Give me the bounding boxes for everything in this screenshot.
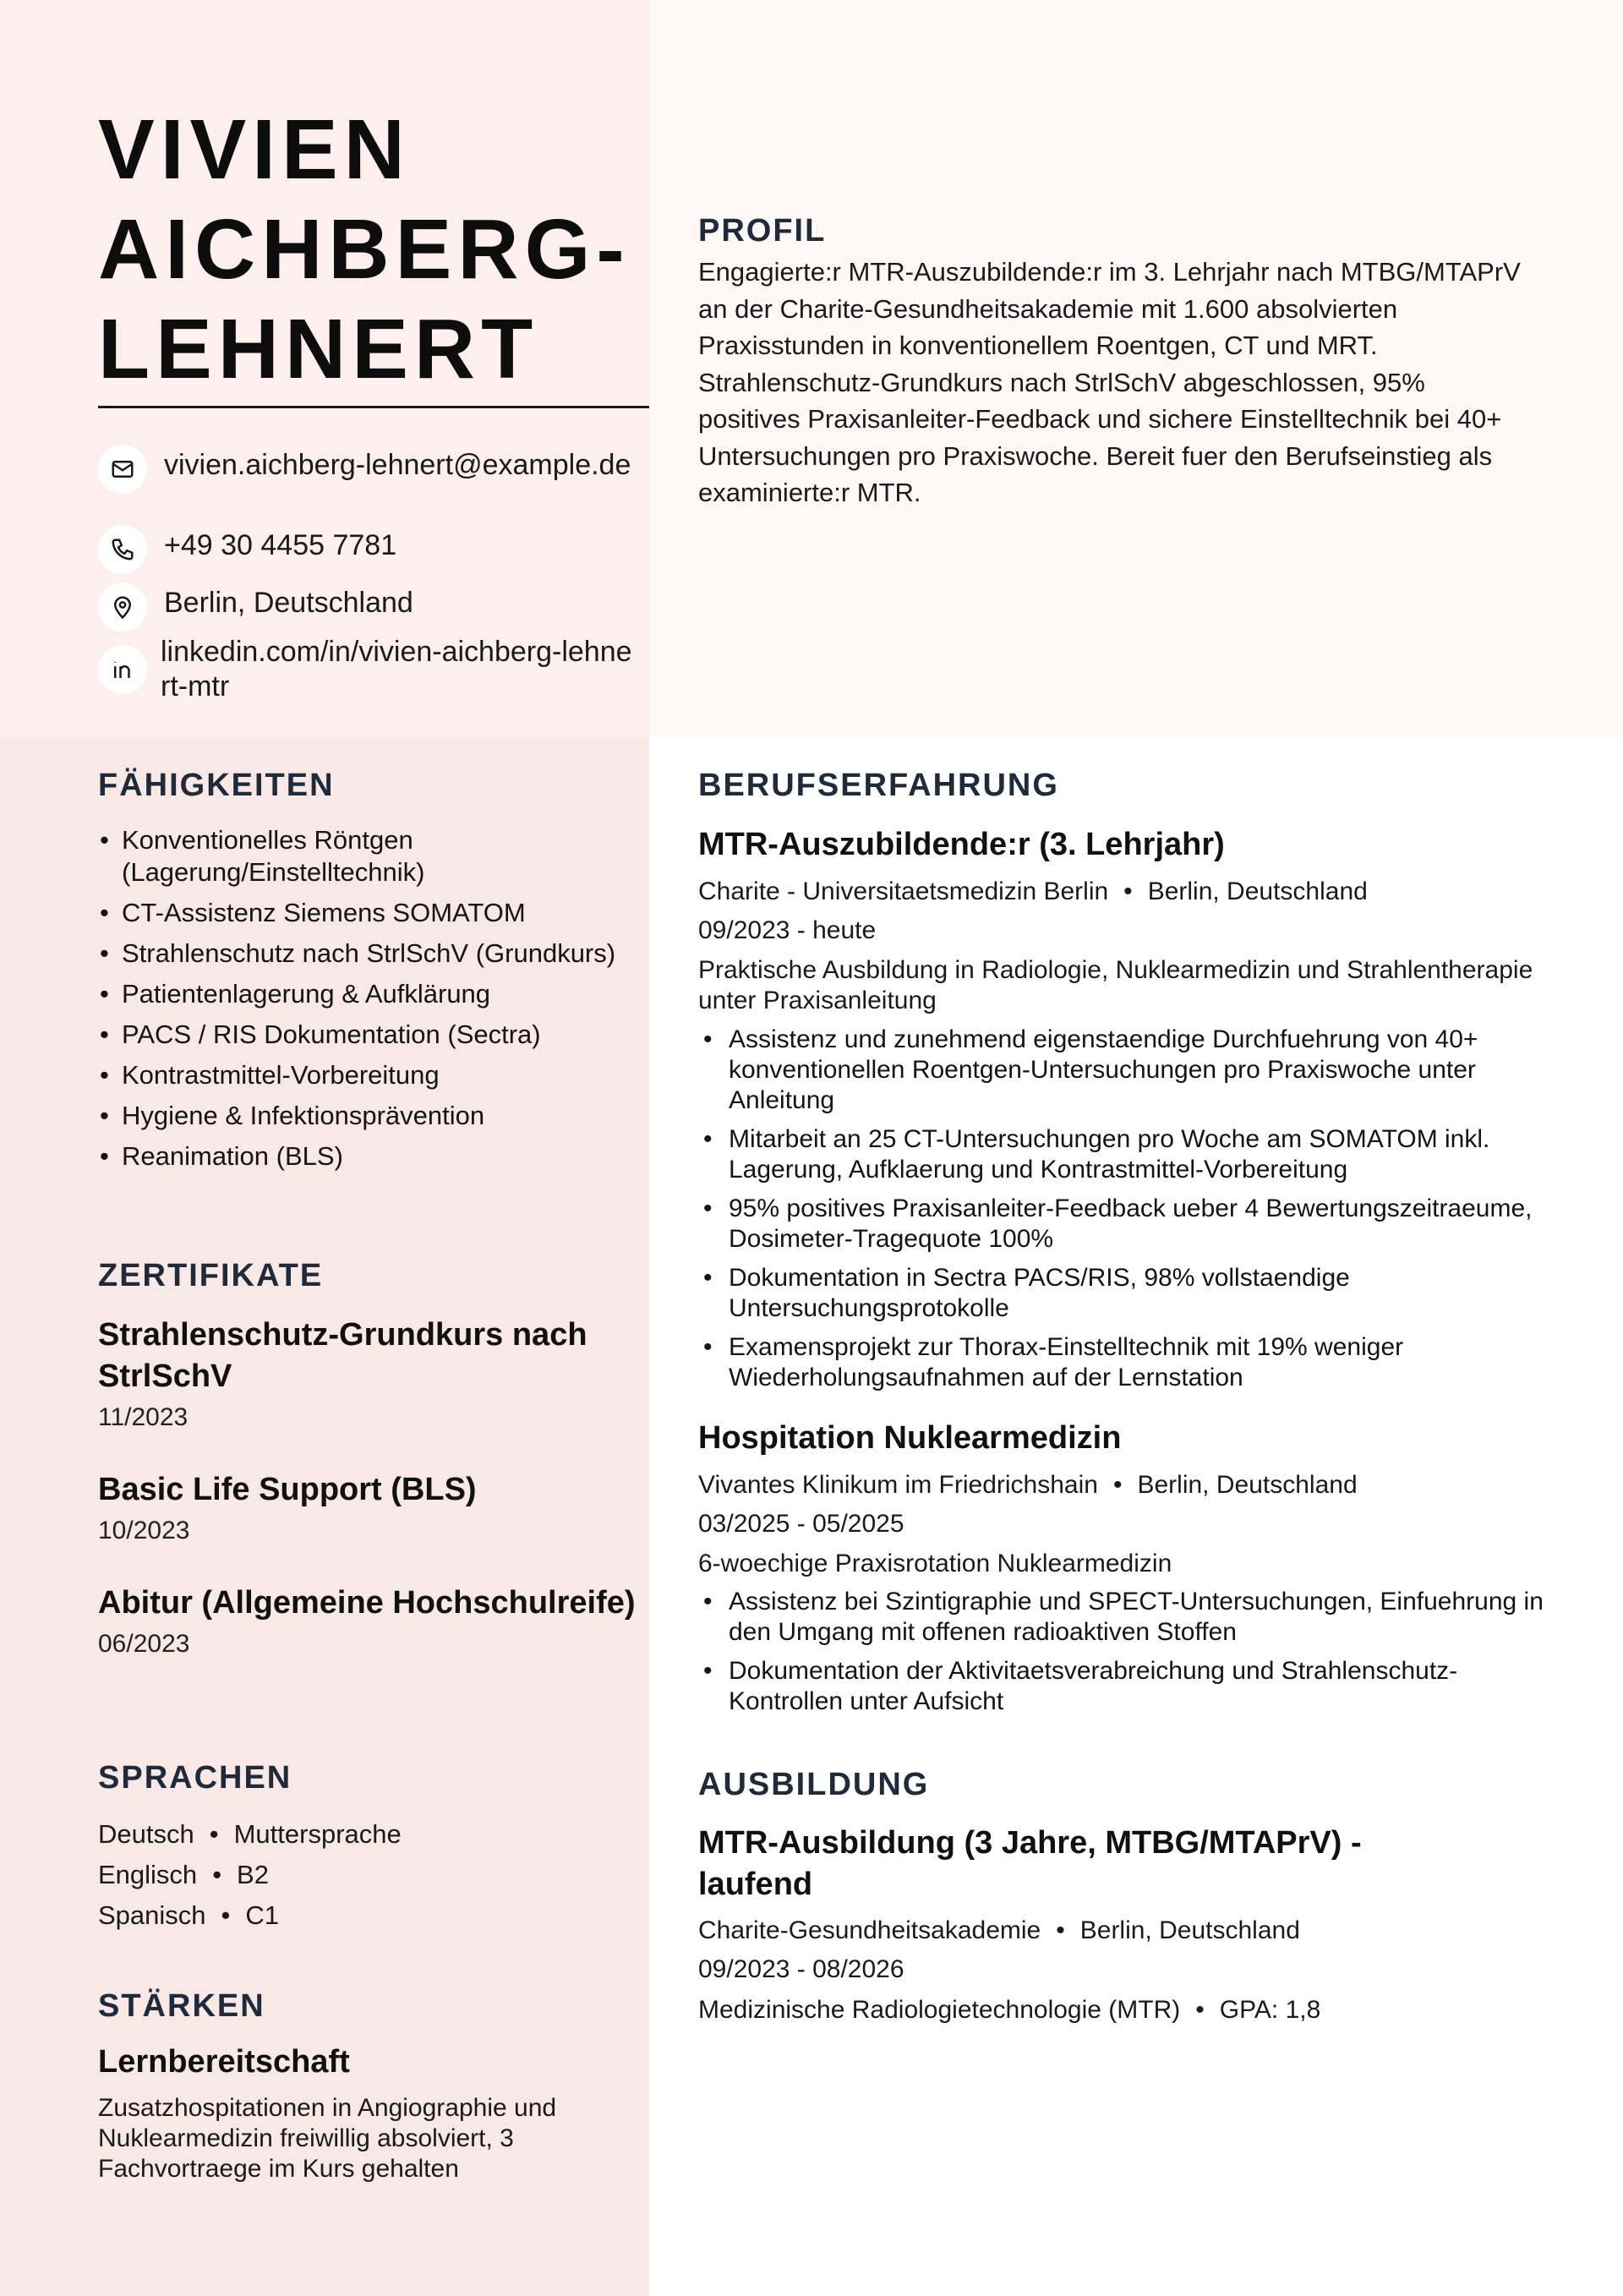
education-field-line: Medizinische Radiologietechnologie (MTR) • GPA: 1,8 (698, 1996, 1321, 2024)
phone-icon (98, 525, 147, 574)
education-heading: AUSBILDUNG (698, 1767, 930, 1802)
job-dates: 09/2023 - heute (698, 916, 877, 944)
skill-item: • Reanimation (BLS) (98, 1140, 639, 1173)
phone-text: +49 30 4455 7781 (164, 529, 397, 561)
certificate-entry (98, 1469, 639, 1548)
job-bullet: • 95% positives Praxisanleiter-Feedback ueber 4 Bewertungszeitraeume, Dosimeter-Tragequote 100% (698, 1194, 1544, 1255)
language-name: Englisch (98, 1860, 198, 1889)
language-level: Muttersprache (233, 1819, 402, 1849)
experience-heading: BERUFSERFAHRUNG (698, 768, 1059, 803)
certificate-date: 11/2023 (98, 1403, 189, 1431)
education-gpa: GPA: 1,8 (1219, 1996, 1321, 2024)
job-title: MTR-Auszubildende:r (3. Lehrjahr) (698, 827, 1225, 862)
location-pin-icon (98, 582, 147, 631)
job-bullets (698, 1587, 1544, 1725)
skill-item: • Strahlenschutz nach StrlSchV (Grundkurs) (98, 938, 639, 970)
contact-phone[interactable] (98, 528, 649, 574)
language-name: Deutsch (98, 1819, 194, 1849)
job-employer-line: Charite - Universitaetsmedizin Berlin • Berlin, Deutschland (698, 877, 1368, 905)
profile-summary: Engagierte:r MTR-Auszubildende:r im 3. Lehrjahr nach MTBG/MTAPrV an der Charite-Gesundheitsakademie mit 1.600 absolvierten Praxisstunden in konventionellem Roentgen, CT und MRT. Strahlenschutz-Grundkurs nach StrlSchV abgeschlossen, 95% positives Praxisanleiter-Feedback und sichere Einstelltechnik bei 40+ Untersuchungen pro Praxiswoche. Bereit fuer den Berufseinstieg als examinierte:r MTR. (698, 257, 1521, 507)
languages-heading: SPRACHEN (98, 1760, 292, 1796)
certificate-date: 06/2023 (98, 1630, 190, 1658)
profile-heading: PROFIL (698, 213, 827, 249)
job-employer: Charite - Universitaetsmedizin Berlin (698, 877, 1109, 905)
contact-email[interactable] (98, 448, 649, 494)
job-location: Berlin, Deutschland (1147, 877, 1368, 905)
education-dates: 09/2023 - 08/2026 (698, 1955, 904, 1983)
name-line: LEHNERT (98, 302, 539, 396)
job-bullet: • Assistenz bei Szintigraphie und SPECT-Untersuchungen, Einfuehrung in den Umgang mit offenen radioaktiven Stoffen (698, 1587, 1544, 1648)
language-name: Spanisch (98, 1900, 206, 1930)
education-field: Medizinische Radiologietechnologie (MTR) (698, 1996, 1181, 2024)
language-level: C1 (245, 1900, 280, 1930)
strengths-heading: STÄRKEN (98, 1988, 265, 2024)
job-bullet: • Dokumentation in Sectra PACS/RIS, 98% vollstaendige Untersuchungsprotokolle (698, 1263, 1544, 1324)
contact-linkedin[interactable] (98, 635, 649, 704)
email-text: vivien.aichberg-lehnert@example.de (164, 449, 631, 481)
linkedin-icon (98, 645, 147, 694)
location-text: Berlin, Deutschland (164, 587, 413, 619)
job-bullet: • Examensprojekt zur Thorax-Einstelltechnik mit 19% weniger Wiederholungsaufnahmen auf der Lernstation (698, 1332, 1544, 1393)
language-row: Spanisch • C1 (98, 1900, 280, 1930)
job-bullet: • Dokumentation der Aktivitaetsverabreichung und Strahlenschutz-Kontrollen unter Aufsicht (698, 1656, 1544, 1717)
strength-description: Zusatzhospitationen in Angiographie und Nuklearmedizin freiwillig absolviert, 3 Fachvortraege im Kurs gehalten (98, 2094, 557, 2183)
job-dates: 03/2025 - 05/2025 (698, 1510, 904, 1538)
skills-list (98, 824, 639, 1181)
name-line: AICHBERG- (98, 202, 631, 297)
job-title: Hospitation Nuklearmedizin (698, 1420, 1122, 1456)
language-row: Deutsch • Muttersprache (98, 1819, 402, 1849)
mail-icon (98, 445, 147, 494)
skill-item: • Kontrastmittel-Vorbereitung (98, 1059, 639, 1091)
job-location: Berlin, Deutschland (1137, 1471, 1358, 1499)
skill-item: • PACS / RIS Dokumentation (Sectra) (98, 1019, 639, 1051)
certificate-title: Basic Life Support (BLS) (98, 1472, 477, 1507)
job-bullet: • Mitarbeit an 25 CT-Untersuchungen pro Woche am SOMATOM inkl. Lagerung, Aufklaerung und Kontrastmittel-Vorbereitung (698, 1124, 1544, 1185)
name-divider (98, 406, 649, 408)
strength-title: Lernbereitschaft (98, 2044, 350, 2080)
name-line: VIVIEN (98, 102, 411, 197)
education-school-line: Charite-Gesundheitsakademie • Berlin, Deutschland (698, 1916, 1300, 1944)
job-bullet: • Assistenz und zunehmend eigenstaendige Durchfuehrung von 40+ konventionellen Roentgen-Untersuchungen pro Praxiswoche unter Anleitung (698, 1025, 1544, 1116)
certificate-entry (98, 1315, 639, 1435)
education-location: Berlin, Deutschland (1079, 1916, 1300, 1944)
skill-item: • Konventionelles Röntgen (Lagerung/Einstelltechnik) (98, 824, 639, 888)
skill-item: • Patientenlagerung & Aufklärung (98, 978, 639, 1010)
skills-heading: FÄHIGKEITEN (98, 768, 335, 803)
job-bullets (698, 1025, 1544, 1402)
job-description: 6-woechige Praxisrotation Nuklearmedizin (698, 1550, 1172, 1577)
job-description: Praktische Ausbildung in Radiologie, Nuklearmedizin und Strahlentherapie unter Praxisanleitung (698, 956, 1533, 1014)
certificate-entry (98, 1583, 639, 1661)
certificates-heading: ZERTIFIKATE (98, 1258, 324, 1293)
certificate-title: Strahlenschutz-Grundkurs nach StrlSchV (98, 1317, 587, 1394)
job-employer: Vivantes Klinikum im Friedrichshain (698, 1471, 1098, 1499)
education-school: Charite-Gesundheitsakademie (698, 1916, 1041, 1944)
certificate-date: 10/2023 (98, 1517, 190, 1544)
skill-item: • Hygiene & Infektionsprävention (98, 1100, 639, 1132)
language-level: B2 (237, 1860, 269, 1889)
education-title: MTR-Ausbildung (3 Jahre, MTBG/MTAPrV) - laufend (698, 1825, 1362, 1902)
linkedin-text: linkedin.com/in/vivien-aichberg-lehnert-mtr (161, 636, 632, 702)
candidate-name (98, 100, 639, 399)
language-row: Englisch • B2 (98, 1860, 269, 1889)
contact-location (98, 586, 649, 631)
certificate-title: Abitur (Allgemeine Hochschulreife) (98, 1585, 636, 1621)
job-employer-line: Vivantes Klinikum im Friedrichshain • Berlin, Deutschland (698, 1471, 1358, 1499)
skill-item: • CT-Assistenz Siemens SOMATOM (98, 897, 639, 929)
